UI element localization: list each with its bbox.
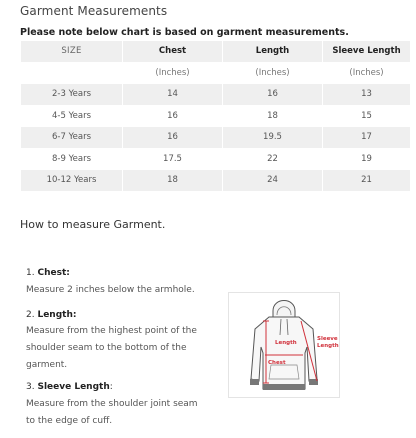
step-label: Chest (37, 268, 67, 278)
step-number: 3. (26, 382, 35, 392)
cell-chest: 14 (123, 84, 223, 106)
unit-sleeve: (Inches) (323, 62, 411, 84)
cell-sleeve: 17 (323, 127, 411, 149)
left-cuff (250, 379, 259, 385)
cell-size: 2-3 Years (21, 84, 123, 106)
cell-length: 18 (223, 105, 323, 127)
chart-note: Please note below chart is based on garment measurements. (20, 27, 349, 38)
desc-line: shoulder seam to the bottom of the (26, 343, 187, 353)
table-row (21, 105, 411, 127)
cell-chest: 17.5 (123, 148, 223, 170)
cell-size: 8-9 Years (21, 148, 123, 170)
step-colon: : (72, 310, 77, 320)
header-chest: Chest (123, 41, 223, 63)
step-length-heading (26, 310, 76, 320)
desc-line: Measure from the shoulder joint seam (26, 399, 198, 409)
cell-size: 10-12 Years (21, 170, 123, 192)
step-label: Sleeve Length (37, 382, 110, 392)
cell-length: 22 (223, 148, 323, 170)
cell-sleeve: 19 (323, 148, 411, 170)
step-number: 2. (26, 310, 35, 320)
step-number: 1. (26, 268, 35, 278)
header-sleeve-length: Sleeve Length (323, 41, 411, 63)
cell-size: 4-5 Years (21, 105, 123, 127)
cell-length: 24 (223, 170, 323, 192)
howto-heading: How to measure Garment. (20, 218, 166, 231)
cell-sleeve: 15 (323, 105, 411, 127)
hoodie-illustration (229, 293, 339, 397)
table-row (21, 170, 411, 192)
cell-sleeve: 21 (323, 170, 411, 192)
cell-sleeve: 13 (323, 84, 411, 106)
cell-length: 19.5 (223, 127, 323, 149)
unit-chest: (Inches) (123, 62, 223, 84)
desc-line: to the edge of cuff. (26, 416, 113, 426)
unit-size (21, 62, 123, 84)
length-label: Length (275, 340, 297, 346)
desc-line: Measure 2 inches below the armhole. (26, 285, 195, 295)
cell-length: 16 (223, 84, 323, 106)
cell-chest: 16 (123, 105, 223, 127)
sleeve-label-line2: Length (317, 343, 339, 349)
cell-chest: 18 (123, 170, 223, 192)
hoodie-body (251, 317, 317, 389)
table-row (21, 84, 411, 106)
header-length: Length (223, 41, 323, 63)
desc-line: garment. (26, 360, 68, 370)
step-colon: : (109, 382, 113, 392)
step-sleeve-desc (26, 396, 198, 430)
unit-length: (Inches) (223, 62, 323, 84)
waistband (263, 384, 305, 390)
measurement-table (20, 40, 411, 192)
step-chest-heading (26, 268, 70, 278)
step-colon: : (66, 268, 70, 278)
step-label: Length (37, 310, 73, 320)
step-sleeve-heading (26, 382, 113, 392)
table-row (21, 148, 411, 170)
header-size: SIZE (21, 41, 123, 63)
table-row (21, 127, 411, 149)
step-length-desc (26, 323, 197, 374)
desc-line: Measure from the highest point of the (26, 326, 197, 336)
cell-chest: 16 (123, 127, 223, 149)
hoodie-measurement-diagram (228, 292, 340, 398)
page-title: Garment Measurements (20, 4, 168, 18)
table-units-row (21, 62, 411, 84)
step-chest-desc (26, 282, 195, 299)
sleeve-label-line1: Sleeve (317, 336, 338, 342)
table-header-row (21, 41, 411, 63)
cell-size: 6-7 Years (21, 127, 123, 149)
hood-outline (273, 301, 295, 320)
chest-label: Chest (268, 360, 286, 366)
